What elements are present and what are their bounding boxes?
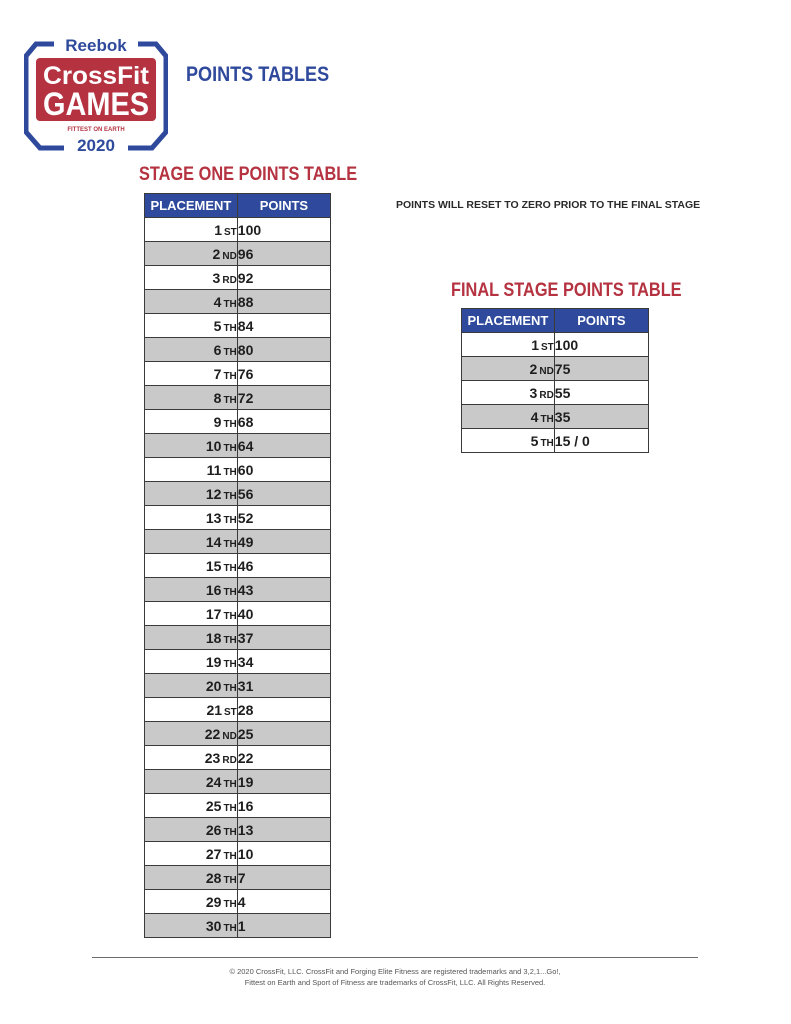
placement-cell — [145, 602, 238, 626]
placement-suffix: TH — [540, 413, 554, 425]
placement-number: 28 — [205, 869, 222, 886]
points-cell: 92 — [237, 266, 330, 290]
points-cell: 43 — [237, 578, 330, 602]
placement-cell — [145, 554, 238, 578]
placement-cell — [145, 722, 238, 746]
placement-cell — [145, 218, 238, 242]
points-cell: 64 — [237, 434, 330, 458]
placement-suffix: TH — [223, 874, 237, 886]
points-cell: 37 — [237, 626, 330, 650]
footer-divider — [92, 957, 698, 958]
placement-suffix: ND — [222, 250, 237, 262]
placement-suffix: TH — [223, 898, 237, 910]
placement-number: 16 — [205, 581, 222, 598]
placement-cell — [145, 770, 238, 794]
points-header: POINTS — [554, 309, 648, 333]
placement-suffix: ND — [222, 730, 237, 742]
table-row — [462, 357, 649, 381]
table-row — [145, 674, 331, 698]
placement-cell — [145, 698, 238, 722]
placement-number: 23 — [204, 749, 221, 766]
placement-suffix: TH — [223, 922, 237, 934]
points-cell: 55 — [554, 381, 648, 405]
footer-line-2: Fittest on Earth and Sport of Fitness are trademarks of CrossFit, LLC. All Rights Reserved. — [244, 978, 546, 987]
placement-number: 10 — [205, 437, 222, 454]
placement-suffix: ST — [224, 706, 237, 718]
points-cell: 13 — [237, 818, 330, 842]
placement-number: 18 — [205, 629, 222, 646]
placement-cell — [145, 482, 238, 506]
placement-number: 26 — [205, 821, 222, 838]
points-cell: 19 — [237, 770, 330, 794]
logo-year-text: 2020 — [77, 136, 115, 154]
points-cell: 15 / 0 — [554, 429, 648, 453]
placement-cell — [462, 357, 555, 381]
table-row — [145, 290, 331, 314]
placement-number: 7 — [213, 365, 222, 382]
placement-suffix: TH — [223, 682, 237, 694]
placement-cell — [145, 914, 238, 938]
placement-number: 30 — [205, 917, 222, 934]
points-cell: 60 — [237, 458, 330, 482]
points-cell: 96 — [237, 242, 330, 266]
placement-number: 9 — [213, 413, 222, 430]
placement-number: 17 — [205, 605, 222, 622]
placement-number: 6 — [213, 341, 222, 358]
placement-suffix: TH — [223, 802, 237, 814]
placement-cell — [145, 578, 238, 602]
table-header-row — [462, 309, 649, 333]
stage-one-title: STAGE ONE POINTS TABLE — [139, 164, 358, 185]
logo-tagline-text: FITTEST ON EARTH — [67, 127, 125, 133]
placement-cell — [145, 410, 238, 434]
table-row — [145, 746, 331, 770]
table-row — [145, 218, 331, 242]
placement-suffix: TH — [223, 370, 237, 382]
placement-suffix: TH — [223, 658, 237, 670]
placement-suffix: TH — [223, 490, 237, 502]
table-row — [145, 338, 331, 362]
placement-number: 15 — [205, 557, 222, 574]
placement-suffix: TH — [223, 586, 237, 598]
table-row — [145, 578, 331, 602]
table-row — [145, 482, 331, 506]
points-cell: 4 — [237, 890, 330, 914]
placement-number: 27 — [205, 845, 222, 862]
points-cell: 46 — [237, 554, 330, 578]
placement-cell — [145, 626, 238, 650]
table-row — [145, 602, 331, 626]
logo-games-text: GAMES — [43, 86, 149, 122]
placement-cell — [462, 333, 555, 357]
placement-cell — [145, 842, 238, 866]
placement-cell — [145, 890, 238, 914]
placement-suffix: RD — [222, 274, 237, 286]
placement-number: 4 — [530, 408, 539, 425]
placement-suffix: TH — [223, 562, 237, 574]
placement-number: 5 — [213, 317, 222, 334]
placement-number: 21 — [206, 701, 223, 718]
placement-number: 8 — [213, 389, 222, 406]
table-row — [145, 890, 331, 914]
placement-suffix: TH — [223, 466, 237, 478]
placement-cell — [145, 818, 238, 842]
placement-cell — [145, 362, 238, 386]
logo-crossfit-text: CrossFit — [43, 62, 150, 90]
placement-suffix: TH — [223, 322, 237, 334]
placement-suffix: TH — [223, 778, 237, 790]
placement-number: 2 — [529, 360, 538, 377]
final-stage-points-table — [461, 308, 649, 453]
table-row — [145, 770, 331, 794]
placement-suffix: TH — [223, 634, 237, 646]
placement-cell — [145, 266, 238, 290]
points-cell: 76 — [237, 362, 330, 386]
placement-cell — [145, 458, 238, 482]
points-cell: 35 — [554, 405, 648, 429]
placement-suffix: TH — [223, 538, 237, 550]
placement-number: 5 — [530, 432, 539, 449]
placement-suffix: TH — [223, 418, 237, 430]
stage-one-table-body — [145, 218, 331, 938]
placement-cell — [462, 381, 555, 405]
placement-number: 29 — [205, 893, 222, 910]
placement-cell — [145, 290, 238, 314]
placement-number: 3 — [529, 384, 538, 401]
points-cell: 88 — [237, 290, 330, 314]
placement-suffix: ND — [539, 365, 554, 377]
placement-cell — [145, 386, 238, 410]
placement-number: 2 — [212, 245, 221, 262]
placement-number: 24 — [205, 773, 222, 790]
table-row — [145, 914, 331, 938]
placement-suffix: TH — [540, 437, 554, 449]
footer — [92, 966, 698, 988]
placement-cell — [145, 242, 238, 266]
placement-cell — [145, 866, 238, 890]
placement-number: 14 — [205, 533, 222, 550]
table-row — [145, 266, 331, 290]
placement-cell — [462, 429, 555, 453]
points-cell: 10 — [237, 842, 330, 866]
placement-suffix: TH — [223, 610, 237, 622]
points-cell: 84 — [237, 314, 330, 338]
table-row — [462, 333, 649, 357]
table-row — [145, 314, 331, 338]
placement-number: 13 — [205, 509, 222, 526]
points-cell: 16 — [237, 794, 330, 818]
placement-cell — [145, 746, 238, 770]
placement-cell — [145, 650, 238, 674]
table-row — [145, 650, 331, 674]
points-header: POINTS — [237, 194, 330, 218]
points-cell: 100 — [554, 333, 648, 357]
points-cell: 49 — [237, 530, 330, 554]
table-row — [145, 458, 331, 482]
points-cell: 68 — [237, 410, 330, 434]
placement-suffix: ST — [224, 226, 237, 238]
table-row — [145, 722, 331, 746]
points-cell: 25 — [237, 722, 330, 746]
points-cell: 31 — [237, 674, 330, 698]
crossfit-games-logo — [24, 36, 168, 154]
points-cell: 80 — [237, 338, 330, 362]
points-cell: 22 — [237, 746, 330, 770]
points-cell: 1 — [237, 914, 330, 938]
placement-cell — [145, 338, 238, 362]
logo-brand-text: Reebok — [65, 36, 127, 55]
placement-suffix: TH — [223, 514, 237, 526]
table-row — [145, 362, 331, 386]
table-row — [145, 506, 331, 530]
placement-number: 22 — [204, 725, 221, 742]
table-header-row — [145, 194, 331, 218]
placement-cell — [462, 405, 555, 429]
table-row — [145, 698, 331, 722]
placement-number: 25 — [205, 797, 222, 814]
placement-suffix: RD — [539, 389, 554, 401]
table-row — [145, 626, 331, 650]
placement-number: 4 — [213, 293, 222, 310]
points-cell: 75 — [554, 357, 648, 381]
reset-note: POINTS WILL RESET TO ZERO PRIOR TO THE FINAL STAGE — [396, 199, 701, 211]
placement-cell — [145, 794, 238, 818]
table-row — [462, 429, 649, 453]
final-stage-title: FINAL STAGE POINTS TABLE — [451, 280, 682, 301]
placement-header: PLACEMENT — [145, 194, 238, 218]
table-row — [145, 794, 331, 818]
placement-suffix: RD — [222, 754, 237, 766]
placement-suffix: TH — [223, 298, 237, 310]
placement-cell — [145, 314, 238, 338]
table-row — [145, 386, 331, 410]
points-cell: 100 — [237, 218, 330, 242]
placement-suffix: TH — [223, 346, 237, 358]
table-row — [145, 866, 331, 890]
table-row — [145, 842, 331, 866]
final-stage-table-body — [462, 333, 649, 453]
placement-number: 1 — [531, 336, 540, 353]
table-row — [145, 434, 331, 458]
placement-suffix: TH — [223, 850, 237, 862]
placement-suffix: TH — [223, 442, 237, 454]
points-cell: 40 — [237, 602, 330, 626]
table-row — [462, 381, 649, 405]
table-row — [145, 554, 331, 578]
placement-number: 3 — [212, 269, 221, 286]
table-row — [145, 410, 331, 434]
placement-number: 19 — [205, 653, 222, 670]
points-cell: 72 — [237, 386, 330, 410]
placement-cell — [145, 434, 238, 458]
table-row — [145, 818, 331, 842]
placement-number: 11 — [206, 461, 222, 478]
placement-cell — [145, 506, 238, 530]
table-row — [145, 242, 331, 266]
stage-one-points-table — [144, 193, 331, 938]
page-title: POINTS TABLES — [186, 63, 330, 86]
table-row — [145, 530, 331, 554]
placement-cell — [145, 674, 238, 698]
placement-suffix: TH — [223, 826, 237, 838]
placement-number: 12 — [205, 485, 222, 502]
points-cell: 28 — [237, 698, 330, 722]
placement-number: 1 — [214, 221, 223, 238]
points-cell: 52 — [237, 506, 330, 530]
footer-line-1: © 2020 CrossFit, LLC. CrossFit and Forging Elite Fitness are registered trademarks and 3,2,1...Go!, — [229, 967, 561, 976]
placement-cell — [145, 530, 238, 554]
points-cell: 34 — [237, 650, 330, 674]
points-cell: 7 — [237, 866, 330, 890]
placement-header: PLACEMENT — [462, 309, 555, 333]
placement-suffix: ST — [541, 341, 554, 353]
placement-suffix: TH — [223, 394, 237, 406]
placement-number: 20 — [205, 677, 222, 694]
table-row — [462, 405, 649, 429]
points-cell: 56 — [237, 482, 330, 506]
